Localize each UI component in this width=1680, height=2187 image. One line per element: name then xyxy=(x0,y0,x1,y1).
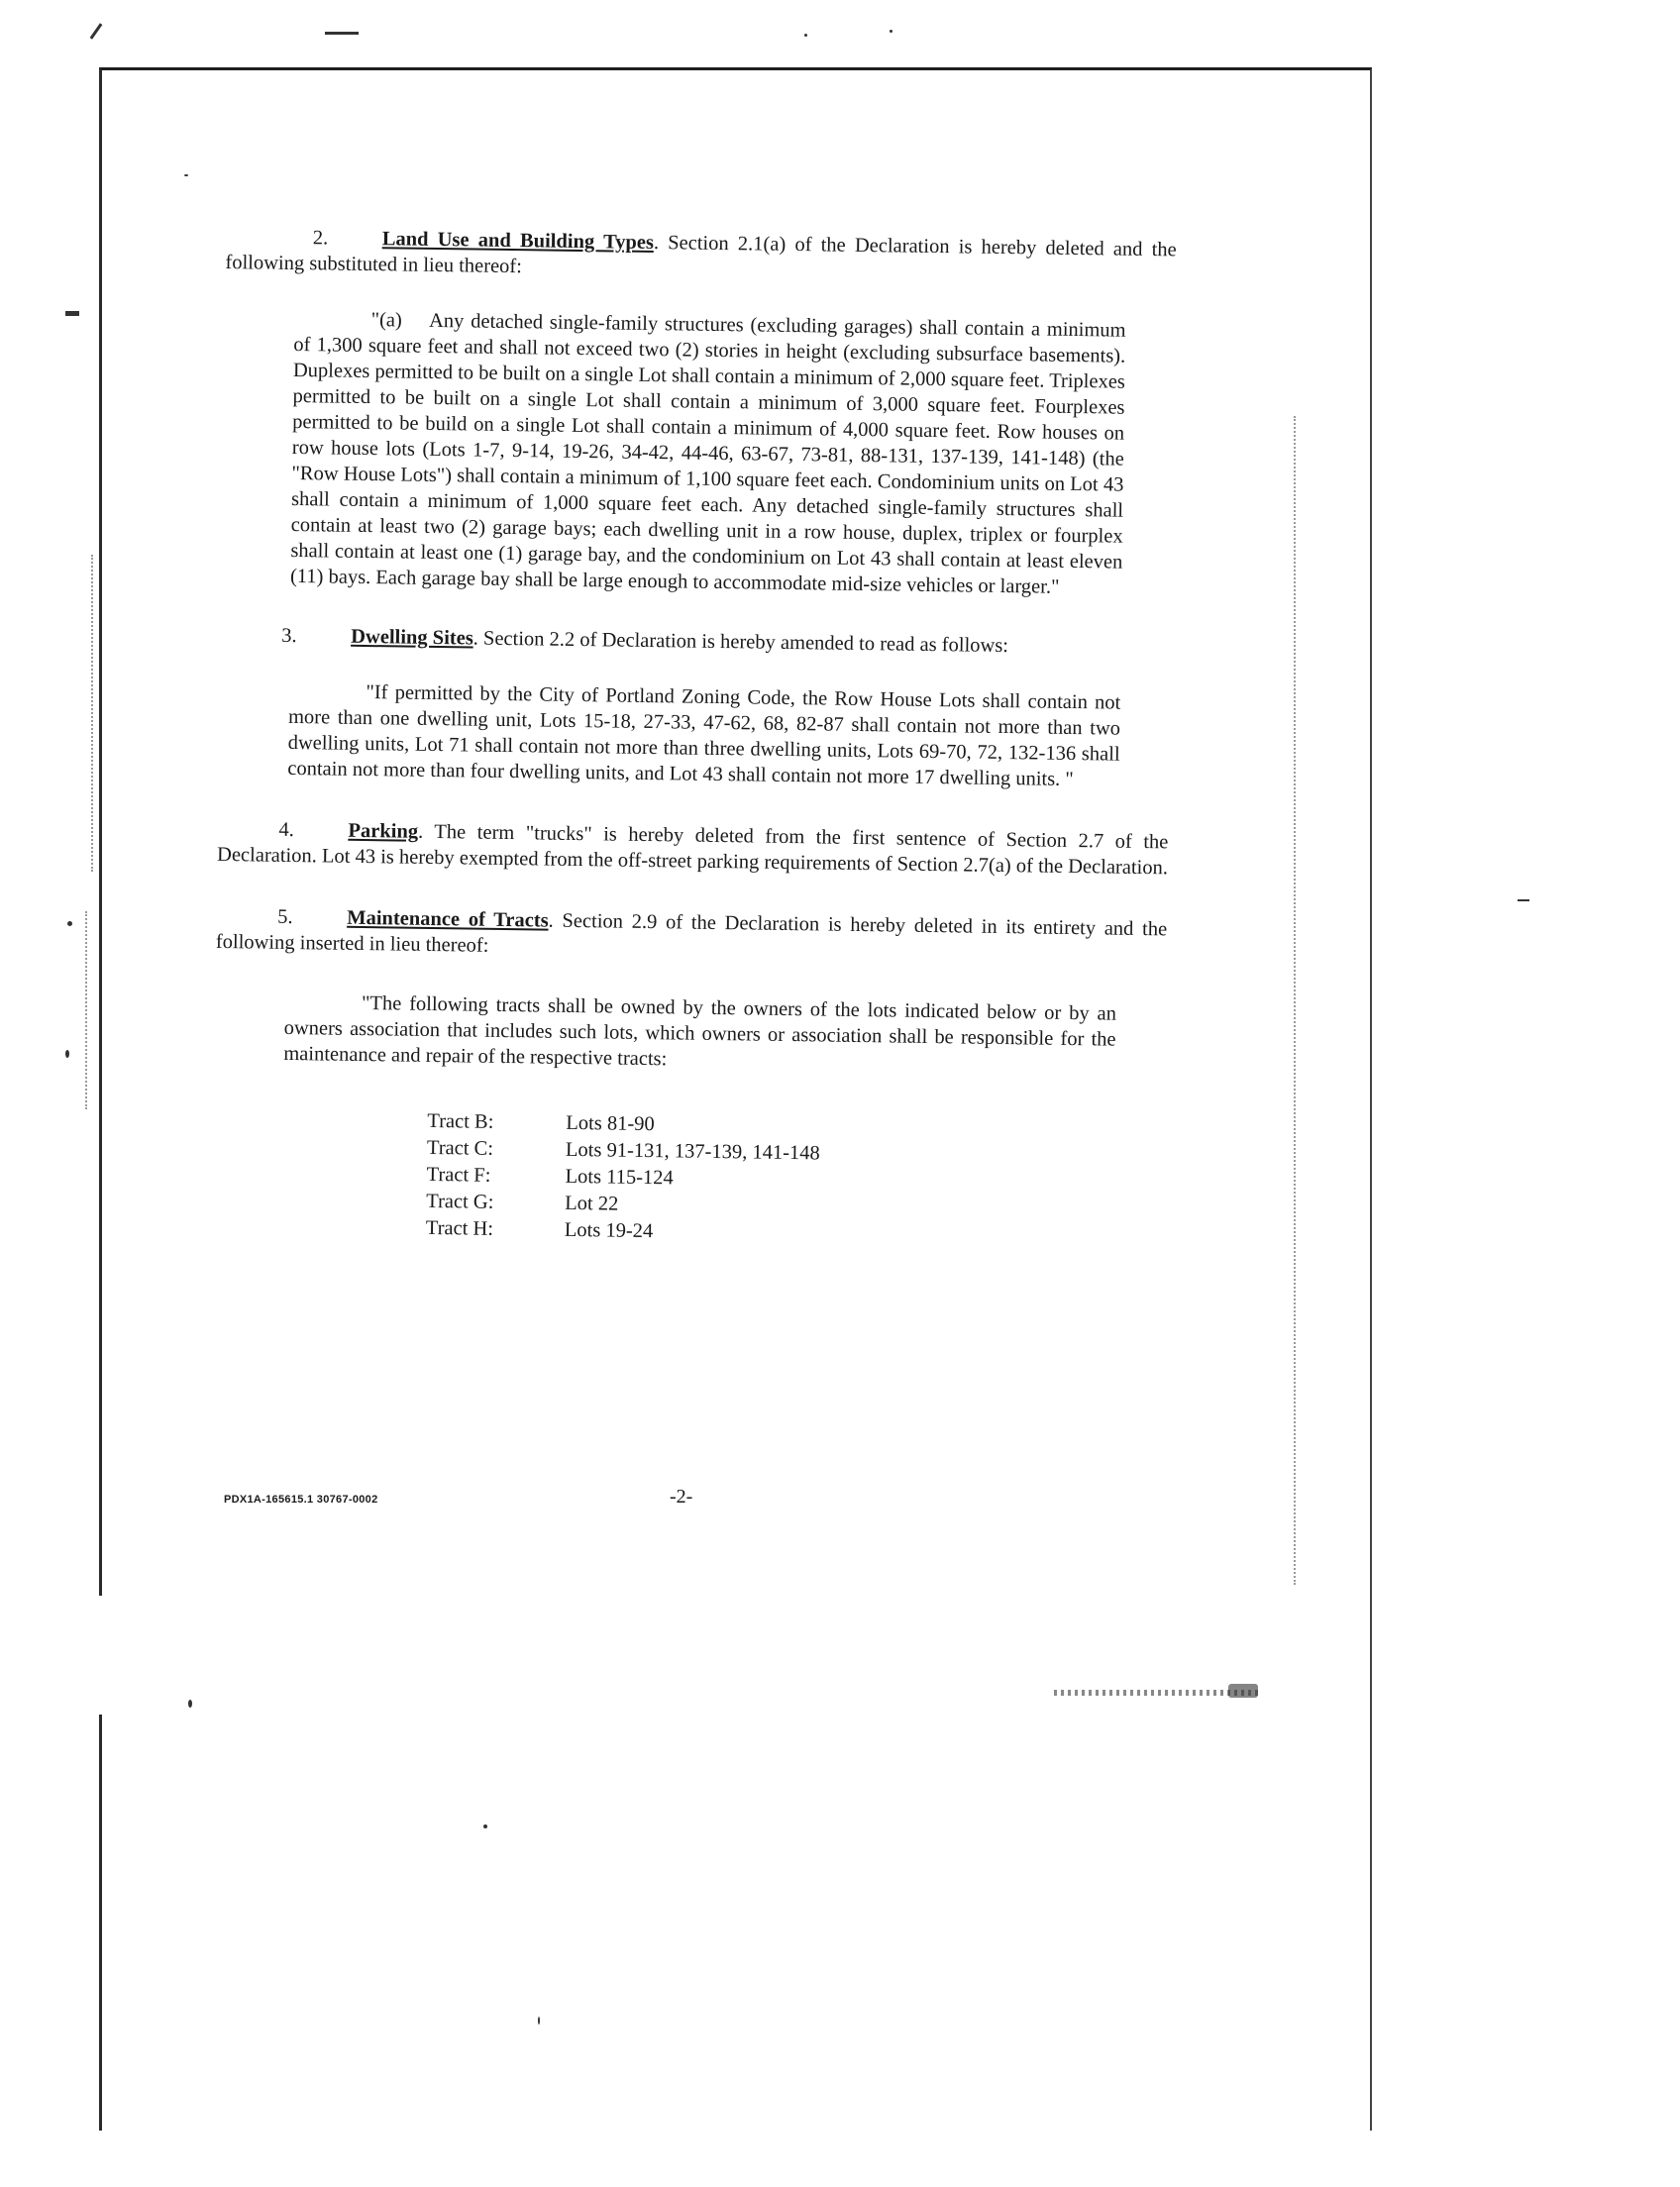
scan-mark xyxy=(65,311,79,316)
section-3-text: . Section 2.2 of Declaration is hereby amended to read as follows: xyxy=(472,627,1009,658)
document-body xyxy=(212,224,1177,1252)
scan-speck xyxy=(804,34,807,37)
scan-edge-dots xyxy=(91,555,93,872)
scan-edge-dots xyxy=(85,911,87,1109)
section-5-text: . Section 2.9 of the Declaration is hereby deleted in its entirety and the following inserted in lieu thereof: xyxy=(215,909,1168,957)
tract-name: Tract H: xyxy=(425,1216,494,1240)
page-footer xyxy=(224,1486,818,1515)
tract-lots: Lot 22 xyxy=(565,1192,619,1215)
tract-name: Tract C: xyxy=(426,1136,494,1160)
section-3-number: 3. xyxy=(281,624,297,648)
section-2-text: . Section 2.1(a) of the Declaration is hereby deleted and the following substituted in lieu thereof: xyxy=(225,232,1177,278)
tract-lots: Lots 19-24 xyxy=(564,1218,654,1243)
scan-mark xyxy=(90,23,103,39)
scan-mark xyxy=(1518,899,1529,901)
tract-name: Tract B: xyxy=(427,1109,494,1133)
tract-lots: Lots 115-124 xyxy=(565,1165,674,1190)
section-3-quote-text: "If permitted by the City of Portland Zoning Code, the Row House Lots shall contain not more than one dwelling unit, Lots 15-18, 27-33, 47-62, 68, 82-87 shall contain not more than two dwelling units, Lot 71 shall contain not more than three dwelling units, Lots 69-70, 72, 132-136 shall contain not more than four dwelling units, and Lot 43 shall contain not more 17 dwelling units. " xyxy=(287,681,1121,791)
document-id: PDX1A-165615.1 30767-0002 xyxy=(224,1494,378,1506)
tract-name: Tract F: xyxy=(426,1163,491,1187)
scan-mark xyxy=(325,32,359,35)
section-4-heading: Parking xyxy=(348,819,419,843)
tract-lots: Lots 91-131, 137-139, 141-148 xyxy=(565,1138,820,1165)
page-number: -2- xyxy=(670,1486,693,1508)
section-5-heading: Maintenance of Tracts xyxy=(347,906,549,932)
tract-list xyxy=(426,1108,1165,1252)
section-2-quote-label: "(a) xyxy=(370,309,402,332)
scan-speck xyxy=(67,921,72,926)
scan-speck xyxy=(890,30,892,33)
tract-lots: Lots 81-90 xyxy=(566,1111,655,1136)
section-5-quote-text: "The following tracts shall be owned by the owners of the lots indicated below or by an owners association that includes such lots, which owners or association shall be responsible for the maintenance and repair of the respective tracts: xyxy=(283,991,1117,1071)
section-2-quote-text: Any detached single-family structures (excluding garages) shall contain a minimum of 1,300 square feet and shall not exceed two (2) stories in height (excluding subsurface basements). Duplexes permitted to be built on a single Lot shall contain a minimum of 2,000 square feet. Triplexes permitted to be built on a single Lot shall contain a minimum of 3,000 square feet. Fourplexes permitted to be build on a single Lot shall contain a minimum of 4,000 square feet. Row houses on row house lots (Lots 1-7, 9-14, 19-26, 34-42, 44-46, 63-67, 73-81, 88-131, 137-139, 141-148) (the "Row House Lots") shall contain a minimum of 1,100 square feet each. Condominium units on Lot 43 shall contain a minimum of 1,000 square feet each. Any detached single-family structures shall contain at least two (2) garage bays; each dwelling unit in a row house, duplex, triplex or fourplex shall contain at least one (1) garage bay, and the condominium on Lot 43 shall contain at least eleven (11) bays. Each garage bay shall be large enough to accommodate mid-size vehicles or larger." xyxy=(289,309,1126,598)
section-2-heading: Land Use and Building Types xyxy=(381,228,655,255)
section-3-heading: Dwelling Sites xyxy=(351,625,473,650)
section-2-number: 2. xyxy=(312,227,329,250)
tract-name: Tract G: xyxy=(426,1190,494,1213)
section-5-quote xyxy=(283,989,1116,1079)
section-5-number: 5. xyxy=(277,905,293,929)
frame-gap xyxy=(98,1596,104,1715)
section-4-text: . The term "trucks" is hereby deleted from the first sentence of Section 2.7 of the Declaration. Lot 43 is hereby exempted from the off-street parking requirements of Section 2.7(a) of the Declaration. xyxy=(216,820,1169,880)
section-3-quote xyxy=(287,678,1120,793)
scan-speck xyxy=(65,1050,69,1058)
section-4-number: 4. xyxy=(278,818,294,842)
section-2-quote xyxy=(290,306,1126,601)
